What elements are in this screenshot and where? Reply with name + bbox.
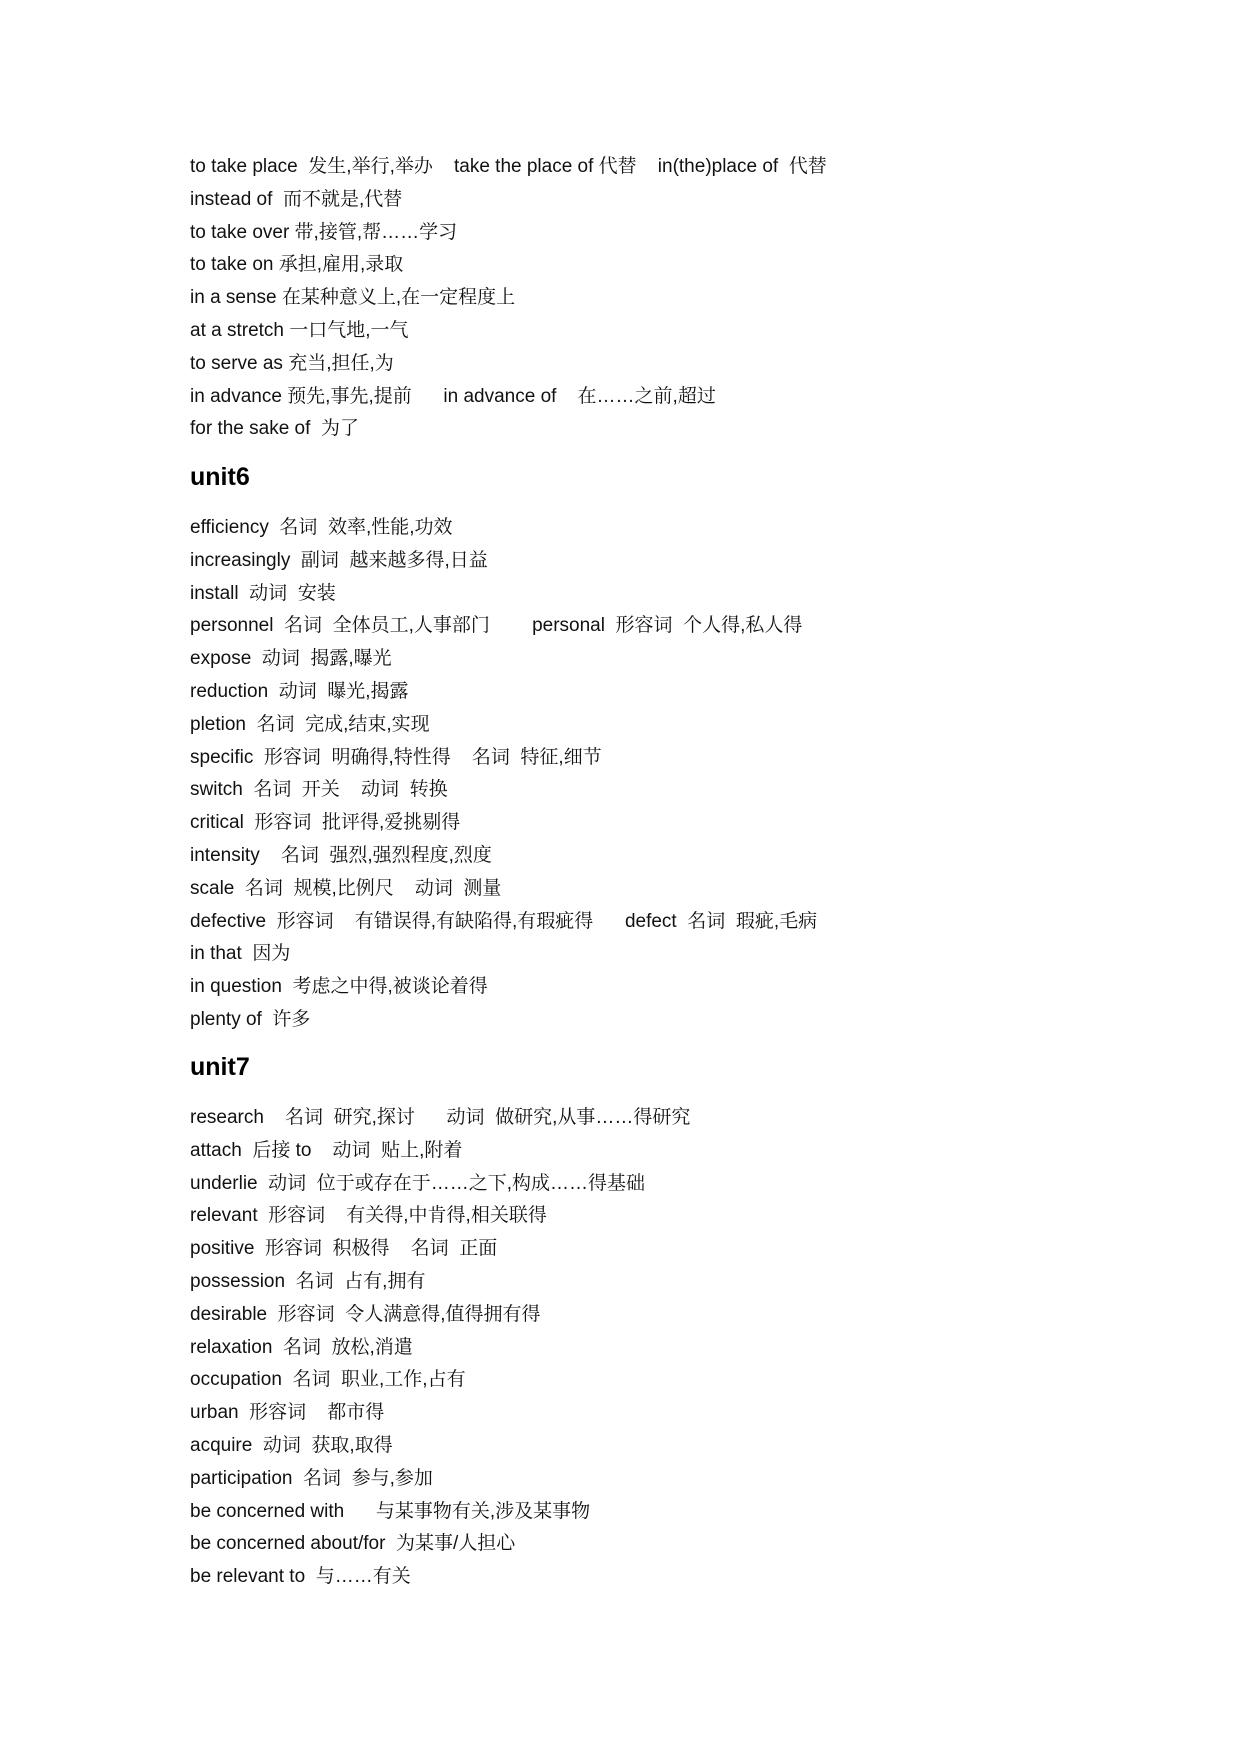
unit6-heading: unit6 xyxy=(190,463,250,491)
vocab-entry: to take on 承担,雇用,录取 xyxy=(190,254,404,276)
vocab-entry: to take place 发生,举行,举办 take the place of 代替 in(the)place of 代替 xyxy=(190,156,827,177)
vocab-entry: be concerned about/for 为某事/人担心 xyxy=(190,1533,516,1555)
vocab-entry: desirable 形容词 令人满意得,值得拥有得 xyxy=(190,1303,541,1325)
vocab-entry: at a stretch 一口气地,一气 xyxy=(190,319,409,341)
vocab-entry: positive 形容词 积极得 名词 正面 xyxy=(190,1238,498,1260)
vocab-entry: relaxation 名词 放松,消遣 xyxy=(190,1336,413,1358)
vocab-entry: be relevant to 与……有关 xyxy=(190,1566,411,1588)
vocab-entry: participation 名词 参与,参加 xyxy=(190,1467,433,1489)
vocab-entry: defective 形容词 有错误得,有缺陷得,有瑕疵得 defect 名词 瑕疵,毛病 xyxy=(190,910,818,932)
vocab-entry: to serve as 充当,担任,为 xyxy=(190,352,394,374)
vocab-entry: instead of 而不就是,代替 xyxy=(190,188,403,210)
vocab-entry: possession 名词 占有,拥有 xyxy=(190,1270,426,1292)
vocab-entry: in that 因为 xyxy=(190,943,291,965)
vocab-entry: occupation 名词 职业,工作,占有 xyxy=(190,1369,466,1391)
vocab-entry: be concerned with 与某事物有关,涉及某事物 xyxy=(190,1500,591,1522)
vocab-entry: install 动词 安装 xyxy=(190,582,336,604)
vocab-entry: switch 名词 开关 动词 转换 xyxy=(190,779,448,801)
vocab-entry: urban 形容词 都市得 xyxy=(190,1402,385,1424)
vocab-entry: critical 形容词 批评得,爱挑剔得 xyxy=(190,812,461,834)
vocab-entry: efficiency 名词 效率,性能,功效 xyxy=(190,517,453,538)
unit7-section-header xyxy=(190,1047,250,1087)
vocab-entry: in question 考虑之中得,被谈论着得 xyxy=(190,976,488,998)
vocab-entry: plenty of 许多 xyxy=(190,1008,311,1030)
vocab-entry: in a sense 在某种意义上,在一定程度上 xyxy=(190,287,516,309)
unit7-heading: unit7 xyxy=(190,1053,250,1081)
vocab-entry: for the sake of 为了 xyxy=(190,418,359,440)
vocab-entry: research 名词 研究,探讨 动词 做研究,从事……得研究 xyxy=(190,1107,691,1128)
unit7-entry-list xyxy=(190,1102,1190,1594)
vocab-entry: specific 形容词 明确得,特性得 名词 特征,细节 xyxy=(190,746,602,768)
vocab-entry: relevant 形容词 有关得,中肯得,相关联得 xyxy=(190,1205,547,1227)
vocab-entry: scale 名词 规模,比例尺 动词 测量 xyxy=(190,877,502,899)
vocab-entry: attach 后接 to 动词 贴上,附着 xyxy=(190,1139,463,1161)
intro-entry-list xyxy=(190,151,1190,446)
unit6-section-header xyxy=(190,457,250,497)
vocab-entry: reduction 动词 曝光,揭露 xyxy=(190,680,409,702)
vocab-entry: personnel 名词 全体员工,人事部门 personal 形容词 个人得,私人得 xyxy=(190,615,803,637)
unit6-entry-list xyxy=(190,512,1190,1037)
vocab-entry: underlie 动词 位于或存在于……之下,构成……得基础 xyxy=(190,1172,645,1194)
vocab-entry: intensity 名词 强烈,强烈程度,烈度 xyxy=(190,844,492,866)
vocab-entry: acquire 动词 获取,取得 xyxy=(190,1434,393,1456)
vocab-entry: increasingly 副词 越来越多得,日益 xyxy=(190,549,488,571)
vocab-entry: in advance 预先,事先,提前 in advance of 在……之前,超过 xyxy=(190,385,716,407)
vocab-entry: pletion 名词 完成,结束,实现 xyxy=(190,713,430,735)
vocab-entry: expose 动词 揭露,曝光 xyxy=(190,648,392,670)
vocab-entry: to take over 带,接管,帮……学习 xyxy=(190,221,458,243)
